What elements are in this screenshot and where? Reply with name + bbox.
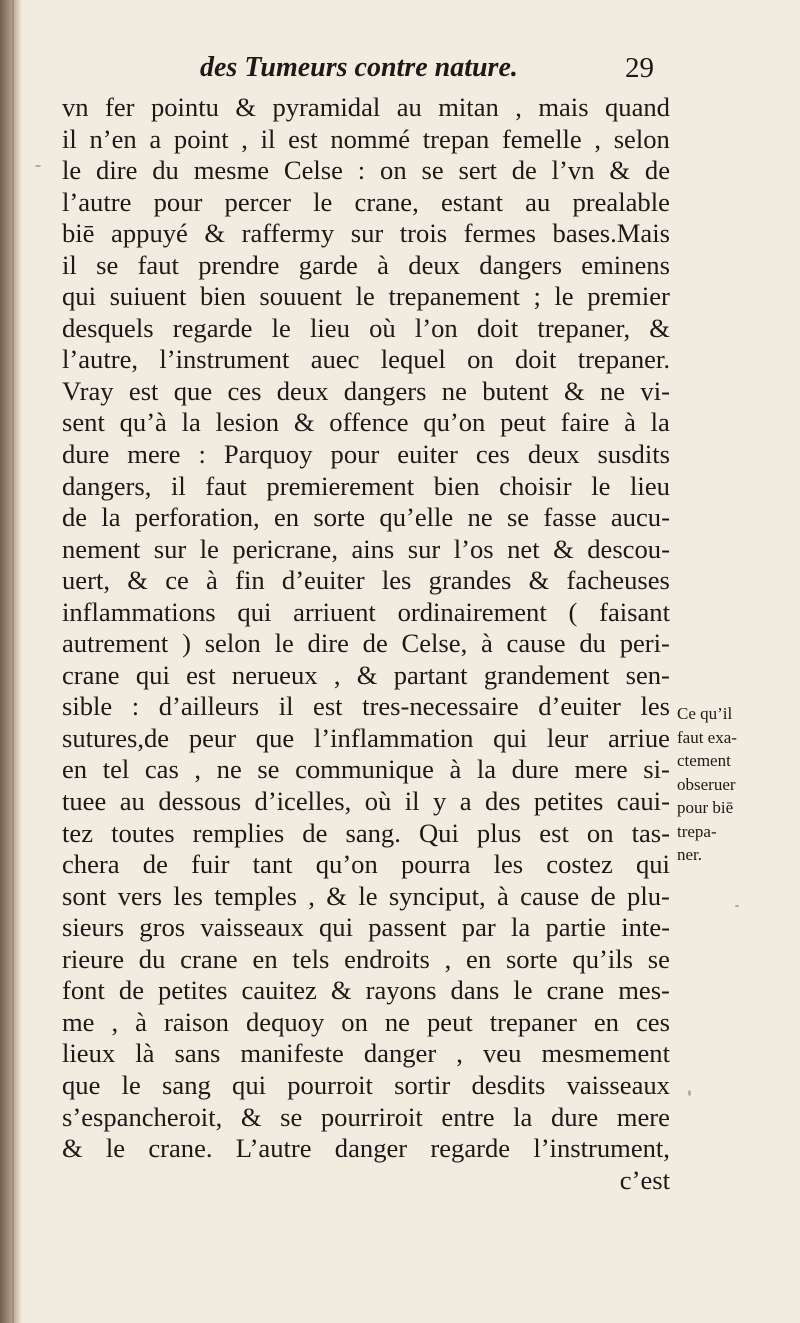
text-line: il n’en a point , il est nommé trepan femelle , selon xyxy=(62,123,670,154)
text-line: crane qui est nerueux , & partant grandement sen- xyxy=(62,659,670,690)
text-line: me , à raison dequoy on ne peut trepaner en ces xyxy=(62,1006,670,1037)
text-line: sible : d’ailleurs il est tres-necessaire d’euiter les xyxy=(62,691,670,722)
running-title: des Tumeurs contre nature. xyxy=(200,52,518,83)
text-line: desquels regarde le lieu où l’on doit trepaner, & xyxy=(62,312,670,343)
text-line: uert, & ce à fin d’euiter les grandes & facheuses xyxy=(62,565,670,596)
margin-note-line: faut exa- xyxy=(677,727,737,747)
text-line: tez toutes remplies de sang. Qui plus est on tas- xyxy=(62,817,670,848)
text-line: de la perforation, en sorte qu’elle ne se fasse aucu- xyxy=(62,502,670,533)
text-line: sent qu’à la lesion & offence qu’on peut faire à la xyxy=(62,407,670,438)
text-line: tuee au dessous d’icelles, où il y a des petites caui- xyxy=(62,786,670,817)
margin-note-line: ctement xyxy=(677,751,731,770)
paper-speck xyxy=(688,1090,691,1096)
paper-speck xyxy=(735,905,739,907)
margin-note-line: ner. xyxy=(677,845,703,864)
text-line: Vray est que ces deux dangers ne butent & ne vi- xyxy=(62,375,670,406)
text-line: vn fer pointu & pyramidal au mitan , mais quand xyxy=(62,92,670,122)
text-line: s’espancheroit, & se pourriroit entre la dure mere xyxy=(62,1101,670,1132)
margin-note-line: trepa- xyxy=(677,821,717,841)
paper-speck xyxy=(35,165,41,167)
text-line: il se faut prendre garde à deux dangers eminens xyxy=(62,249,670,280)
text-line: dangers, il faut premierement bien choisir le lieu xyxy=(62,470,670,501)
text-line: inflammations qui arriuent ordinairement ( faisant xyxy=(62,596,670,627)
text-line: rieure du crane en tels endroits , en sorte qu’ils se xyxy=(62,943,670,974)
text-line: dure mere : Parquoy pour euiter ces deux susdits xyxy=(62,439,670,470)
text-line: le dire du mesme Celse : on se sert de l’vn & de xyxy=(62,155,670,186)
text-line: qui suiuent bien souuent le trepanement ; le premier xyxy=(62,281,670,312)
text-line: en tel cas , ne se communique à la dure mere si- xyxy=(62,754,670,785)
text-line: que le sang qui pourroit sortir desdits vaisseaux xyxy=(62,1069,670,1100)
text-line: biē appuyé & raffermy sur trois fermes bases.Mais xyxy=(62,218,670,249)
text-line: nement sur le pericrane, ains sur l’os net & descou- xyxy=(62,533,670,564)
margin-note xyxy=(677,702,777,867)
text-line: l’autre, l’instrument auec lequel on doit trepaner. xyxy=(62,344,670,375)
margin-note-line: Ce qu’il xyxy=(677,704,733,723)
text-line: sutures,de peur que l’inflammation qui leur arriue xyxy=(62,722,670,753)
text-line: sont vers les temples , & le synciput, à cause de plu- xyxy=(62,880,670,911)
page-gutter-shadow xyxy=(0,0,22,1323)
text-line: font de petites cauitez & rayons dans le crane mes- xyxy=(62,975,670,1006)
text-line: & le crane. L’autre danger regarde l’instrument, xyxy=(62,1133,670,1164)
body-text xyxy=(62,92,670,1196)
text-line: chera de fuir tant qu’on pourra les costez qui xyxy=(62,849,670,880)
margin-note-line: pour biē xyxy=(677,798,734,817)
text-line: sieurs gros vaisseaux qui passent par la partie inte- xyxy=(62,912,670,943)
margin-note-line: obseruer xyxy=(677,774,736,794)
text-line: autrement ) selon le dire de Celse, à cause du peri- xyxy=(62,628,670,659)
page-number: 29 xyxy=(625,52,654,84)
catchword: c’est xyxy=(619,1164,670,1195)
text-line: lieux là sans manifeste danger , veu mesmement xyxy=(62,1038,670,1069)
text-line: l’autre pour percer le crane, estant au prealable xyxy=(62,186,670,217)
binding-edge-line xyxy=(12,0,14,1323)
